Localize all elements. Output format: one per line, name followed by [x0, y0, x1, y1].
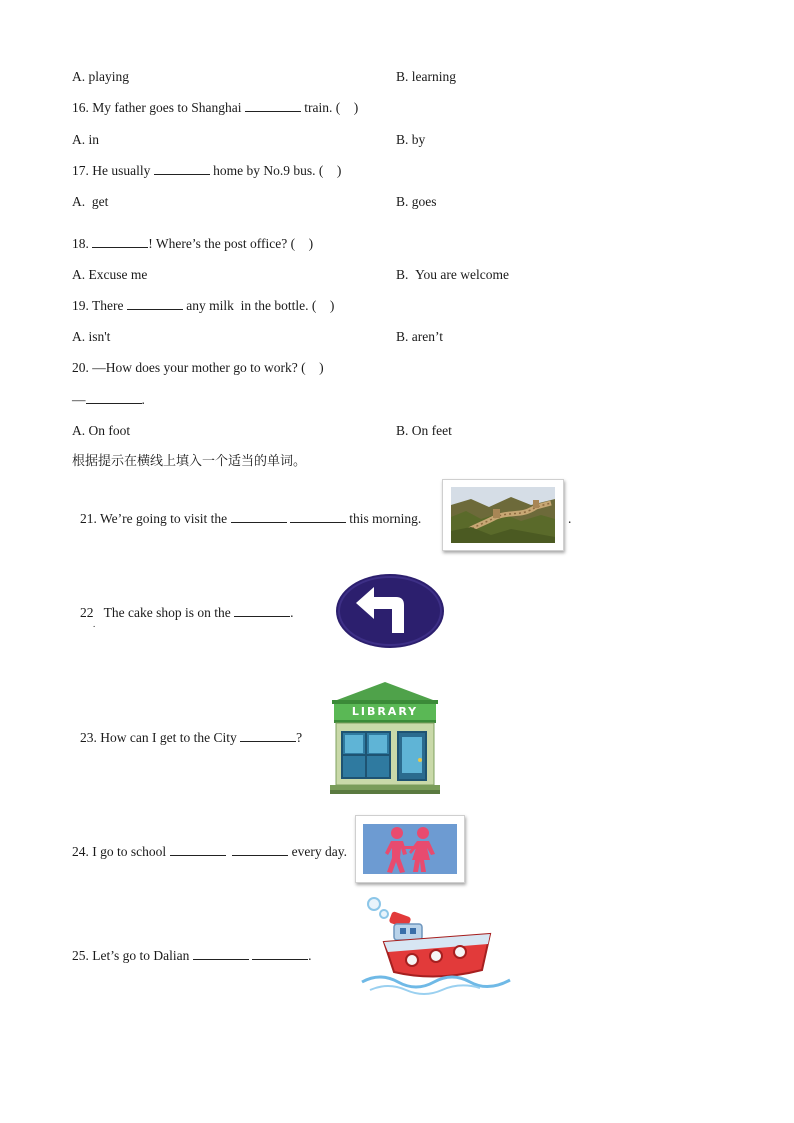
option-b-18: B. You are welcome — [396, 267, 509, 282]
answer-blank — [252, 948, 308, 960]
question-23: 23. How can I get to the City ? — [80, 730, 303, 745]
great-wall-photo — [442, 479, 564, 551]
answer-blank — [240, 730, 296, 742]
option-b-17: B. goes — [396, 194, 437, 209]
answer-blank — [154, 163, 210, 175]
answer-blank — [170, 844, 226, 856]
answer-blank — [193, 948, 249, 960]
answer-blank — [234, 605, 290, 617]
answer-blank — [231, 511, 287, 523]
answer-blank — [86, 392, 142, 404]
option-a-20: A. On foot — [72, 423, 131, 438]
question-25: 25. Let’s go to Dalian . — [72, 948, 312, 963]
option-a-19: A. isn't — [72, 329, 111, 344]
option-b-19: B. aren’t — [396, 329, 443, 344]
section-instruction: 根据提示在横线上填入一个适当的单词。 — [72, 454, 307, 469]
question-20-reply: — . — [72, 392, 145, 407]
left-turn-sign-icon — [334, 573, 446, 649]
question-16: 16. My father goes to Shanghai train. ( ) — [72, 100, 359, 115]
option-a-16: A. in — [72, 132, 99, 147]
answer-blank — [245, 100, 301, 112]
option-a-15: A. playing — [72, 69, 129, 84]
option-a-17: A. get — [72, 194, 109, 209]
answer-blank — [232, 844, 288, 856]
list-dot: . — [93, 619, 96, 629]
walking-children-photo — [355, 815, 465, 883]
question-19: 19. There any milk in the bottle. ( ) — [72, 298, 335, 313]
question-20: 20. —How does your mother go to work? ( ) — [72, 360, 324, 375]
answer-blank — [127, 298, 183, 310]
option-a-18: A. Excuse me — [72, 267, 148, 282]
question-18: 18. ! Where’s the post office? ( ) — [72, 236, 314, 251]
ship-icon — [360, 896, 514, 996]
option-b-20: B. On feet — [396, 423, 452, 438]
question-24: 24. I go to school every day. — [72, 844, 347, 859]
library-building-icon — [330, 682, 440, 794]
question-17: 17. He usually home by No.9 bus. ( ) — [72, 163, 342, 178]
question-21-tail: . — [568, 511, 572, 526]
option-b-15: B. learning — [396, 69, 456, 84]
question-22: 22 The cake shop is on the . — [80, 605, 294, 620]
answer-blank — [290, 511, 346, 523]
library-sign-text: LIBRARY — [351, 705, 419, 718]
answer-blank — [92, 236, 148, 248]
question-21: 21. We’re going to visit the this morning. — [80, 511, 422, 526]
option-b-16: B. by — [396, 132, 426, 147]
